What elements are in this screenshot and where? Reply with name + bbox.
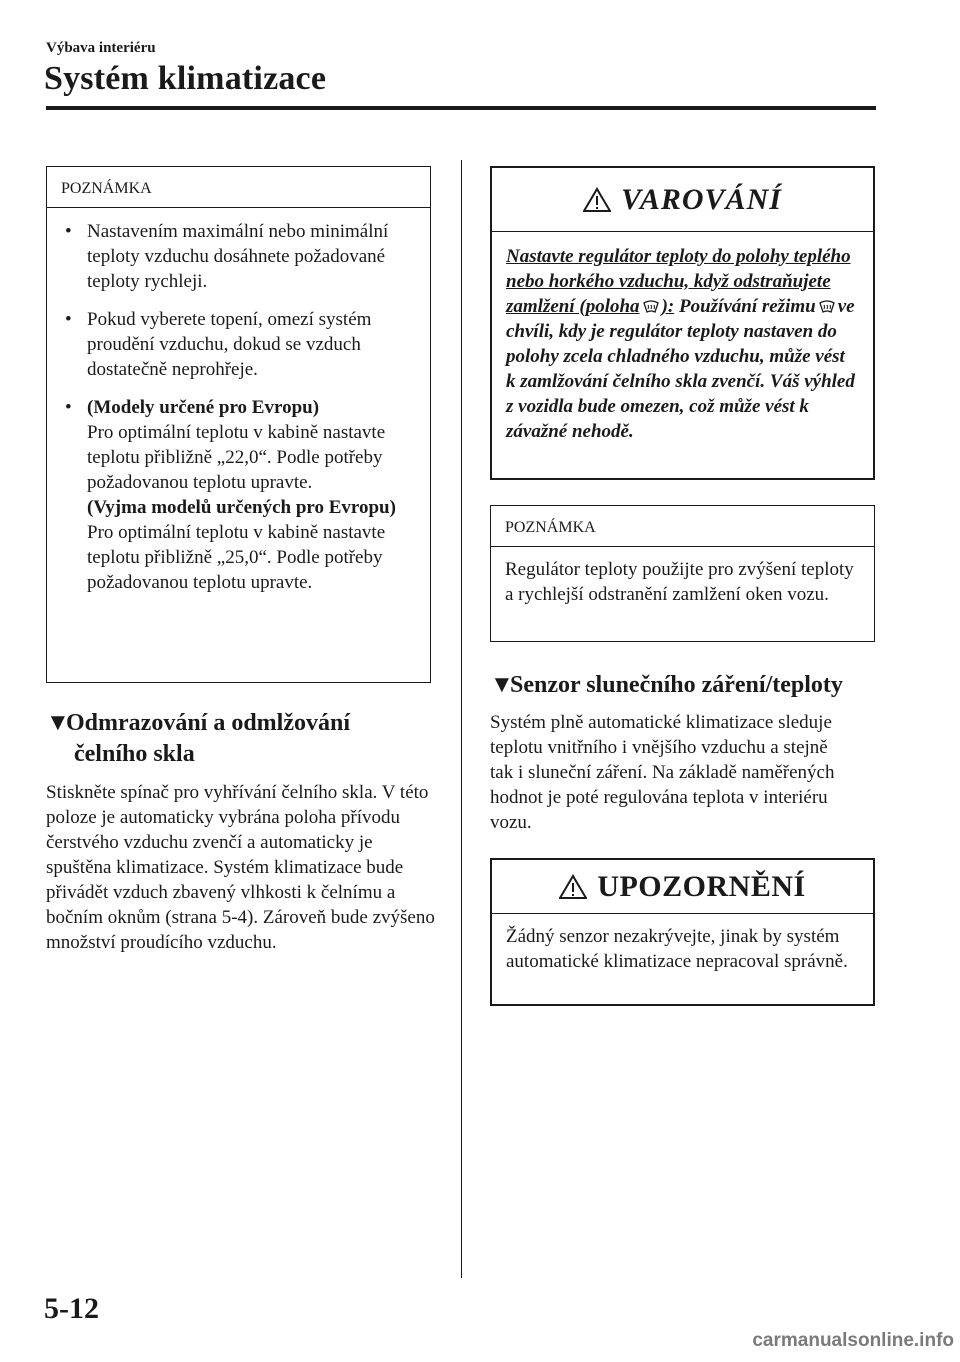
note-box bbox=[490, 505, 875, 642]
section-heading-sensor: ▼Senzor slunečního záření/teploty bbox=[490, 670, 890, 701]
note-bullet-text: Pokud vyberete topení, omezí systém proudění vzduchu, dokud se vzduch dostatečně neprohřeje. bbox=[87, 309, 372, 380]
triangle-down-icon: ▼ bbox=[490, 672, 514, 698]
defrost-paragraph: Stiskněte spínač pro vyhřívání čelního skla. V této poloze je automaticky vybrána poloha přívodu čerstvého vzduchu zvenčí a automaticky je spuštěna klimatizace. Systém klimatizace bude přivádět vzduch zbavený vlhkosti k čelnímu a bočním oknům (strana 5-4). Zároveň bude zvýšeno množství proudícího vzduchu. bbox=[46, 782, 435, 953]
caution-header bbox=[492, 860, 873, 914]
note-text: Regulátor teploty použijte pro zvýšení teploty a rychlejší odstranění zamlžení oken vozu. bbox=[505, 559, 854, 605]
warning-underlined-text: Nastavte regulátor teploty do polohy teplého nebo horkého vzduchu, když odstraňujete zamlžení (poloha bbox=[506, 246, 851, 317]
section-heading-defrost: ▼Odmrazování a odmlžování čelního skla bbox=[46, 710, 351, 767]
note-bullet-text: Nastavením maximální nebo minimální teploty vzduchu dosáhnete požadované teploty rychleji. bbox=[87, 221, 389, 292]
note-bullet-text: Pro optimální teplotu v kabině nastavte teplotu přibližně „22,0“. Podle potřeby požadovanou teplotu upravte. bbox=[87, 422, 386, 493]
note-bullet bbox=[61, 307, 416, 382]
section-label: Výbava interiéru bbox=[46, 40, 156, 56]
warning-triangle-icon bbox=[583, 187, 611, 213]
page-title: Systém klimatizace bbox=[44, 60, 327, 97]
warning-header bbox=[492, 168, 873, 232]
model-label-europe: (Modely určené pro Evropu) bbox=[87, 397, 320, 418]
note-bullet bbox=[61, 395, 416, 595]
model-label-non-europe: (Vyjma modelů určených pro Evropu) bbox=[87, 497, 396, 518]
warning-body: Nastavte regulátor teploty do polohy teplého nebo horkého vzduchu, když odstraňujete zamlžení (poloha ): Používání režimu ve chvíli, kdy je regulátor teploty nastaven do polohy zcela chladného vzduchu, může vést k zamlžování čelního skla zvenčí. Váš výhled z vozidla bude omezen, což může vést k závažné nehodě. bbox=[506, 246, 855, 442]
bullet-icon: • bbox=[65, 397, 72, 418]
sensor-paragraph: Systém plně automatické klimatizace sleduje teplotu vnitřního i vnějšího vzduchu a stejně tak i sluneční záření. Na základě naměřených hodnot je poté regulována teplota v interiéru vozu. bbox=[490, 712, 835, 833]
warning-box bbox=[490, 166, 875, 480]
caution-title: UPOZORNĚNÍ bbox=[597, 869, 806, 903]
column-divider bbox=[461, 160, 462, 1278]
caution-box bbox=[490, 858, 875, 1006]
note-heading: POZNÁMKA bbox=[491, 506, 874, 547]
bullet-icon: • bbox=[65, 309, 72, 330]
warning-text: ve chvíli, kdy je regulátor teploty nastaven do polohy zcela chladného vzduchu, může vést k zamlžování čelního skla zvenčí. Váš výhled z vozidla bude omezen, což může vést k závažné nehodě. bbox=[506, 296, 855, 442]
note-box bbox=[46, 166, 431, 683]
note-heading: POZNÁMKA bbox=[47, 167, 430, 208]
warning-title: VAROVÁNÍ bbox=[621, 182, 782, 216]
bullet-icon: • bbox=[65, 221, 72, 242]
windshield-defrost-icon bbox=[818, 300, 836, 316]
triangle-down-icon: ▼ bbox=[46, 710, 70, 736]
caution-text: Žádný senzor nezakrývejte, jinak by systém automatické klimatizace nepracoval správně. bbox=[506, 926, 848, 972]
windshield-defrost-icon bbox=[642, 300, 660, 316]
warning-text: Používání režimu bbox=[678, 296, 816, 317]
warning-triangle-icon bbox=[559, 874, 587, 900]
note-bullet bbox=[61, 219, 416, 294]
note-bullet-text: Pro optimální teplotu v kabině nastavte teplotu přibližně „25,0“. Podle potřeby požadovanou teplotu upravte. bbox=[87, 522, 386, 593]
page-number: 5-12 bbox=[44, 1292, 99, 1325]
watermark: carmanualsonline.info bbox=[752, 1330, 954, 1351]
title-rule bbox=[46, 106, 876, 110]
